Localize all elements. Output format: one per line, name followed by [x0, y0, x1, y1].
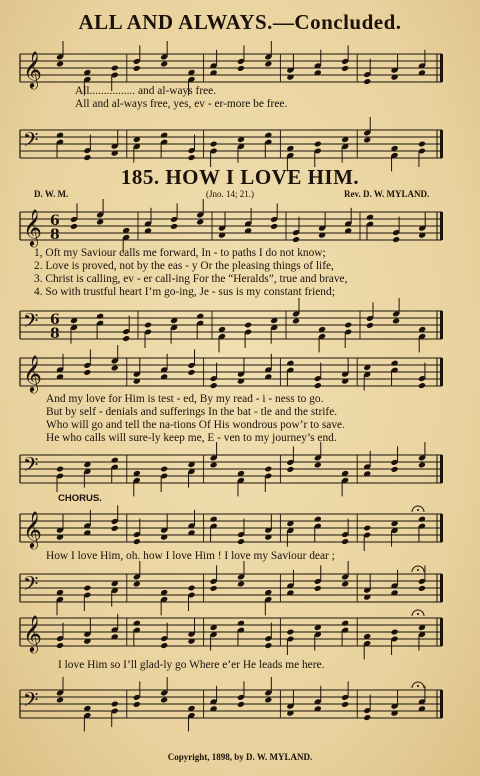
- svg-text:𝄢: 𝄢: [23, 453, 39, 481]
- hymn-title: 185. HOW I LOVE HIM.: [120, 165, 360, 189]
- composer-initials: D. W. M.: [34, 189, 69, 199]
- bass-staff-3: [0, 449, 480, 494]
- concluded-lyric-2: All and al-ways free, yes, ev - er-more be free.: [75, 98, 288, 110]
- bass-staff-1: [0, 124, 480, 169]
- verse4-line1: 4. So with trustful heart I’m go-ing, Je - sus is my constant friend;: [34, 286, 335, 298]
- treble-staff-3: [0, 352, 480, 397]
- scripture-reference: (Jno. 14; 21.): [206, 189, 254, 199]
- author-credit: Rev. D. W. MYLAND.: [344, 189, 430, 199]
- bass-staff-2: [0, 305, 480, 350]
- svg-text:𝄢: 𝄢: [23, 128, 39, 156]
- verse2-line1: 2. Love is proved, not by the eas - y Or the pleasing things of life,: [34, 260, 334, 272]
- verse1-line1: 1, Oft my Saviour calls me forward, In - to paths I do not know;: [34, 247, 326, 259]
- treble-staff-2: [0, 206, 480, 251]
- concluded-lyric-1: All................ and al-ways free.: [75, 85, 217, 97]
- verse4-line2: He who calls will sure-ly keep me, E - ven to my journey’s end.: [46, 432, 337, 444]
- verse1-line2: And my love for Him is test - ed, By my read - i - ness to go.: [46, 393, 324, 405]
- svg-text:6: 6: [50, 213, 60, 229]
- svg-text:𝄞: 𝄞: [23, 354, 42, 392]
- bass-staff-5: [0, 684, 480, 729]
- svg-text:6: 6: [50, 312, 60, 328]
- svg-text:𝄞: 𝄞: [23, 208, 42, 246]
- treble-staff-4: [0, 508, 480, 553]
- svg-text:𝄢: 𝄢: [23, 572, 39, 600]
- copyright-notice: Copyright, 1898, by D. W. MYLAND.: [167, 752, 313, 762]
- chorus-label: CHORUS.: [58, 493, 102, 504]
- verse3-line2: Who will go and tell the na-tions Of His wondrous pow’r to save.: [46, 419, 345, 431]
- verse2-line2: But by self - denials and sufferings In the bat - tle and the strife.: [46, 406, 338, 418]
- page-title-concluded: ALL AND ALWAYS.—Concluded.: [78, 10, 402, 34]
- bass-staff-4: [0, 568, 480, 613]
- svg-text:8: 8: [50, 326, 60, 342]
- chorus-lyric-1: How I love Him, oh. how I love Him ! I love my Saviour dear ;: [46, 550, 335, 562]
- treble-staff-5: [0, 612, 480, 657]
- svg-text:𝄢: 𝄢: [23, 688, 39, 716]
- svg-text:𝄢: 𝄢: [23, 309, 39, 337]
- svg-text:𝄞: 𝄞: [23, 614, 42, 652]
- svg-text:8: 8: [50, 227, 60, 243]
- treble-staff-1: [0, 48, 480, 93]
- svg-text:𝄞: 𝄞: [23, 510, 42, 548]
- svg-text:𝄞: 𝄞: [23, 50, 42, 88]
- verse3-line1: 3. Christ is calling, ev - er call-ing For the “Heralds”, true and brave,: [34, 273, 348, 285]
- chorus-lyric-2: I love Him so I’ll glad-ly go Where e’er He leads me here.: [58, 659, 325, 671]
